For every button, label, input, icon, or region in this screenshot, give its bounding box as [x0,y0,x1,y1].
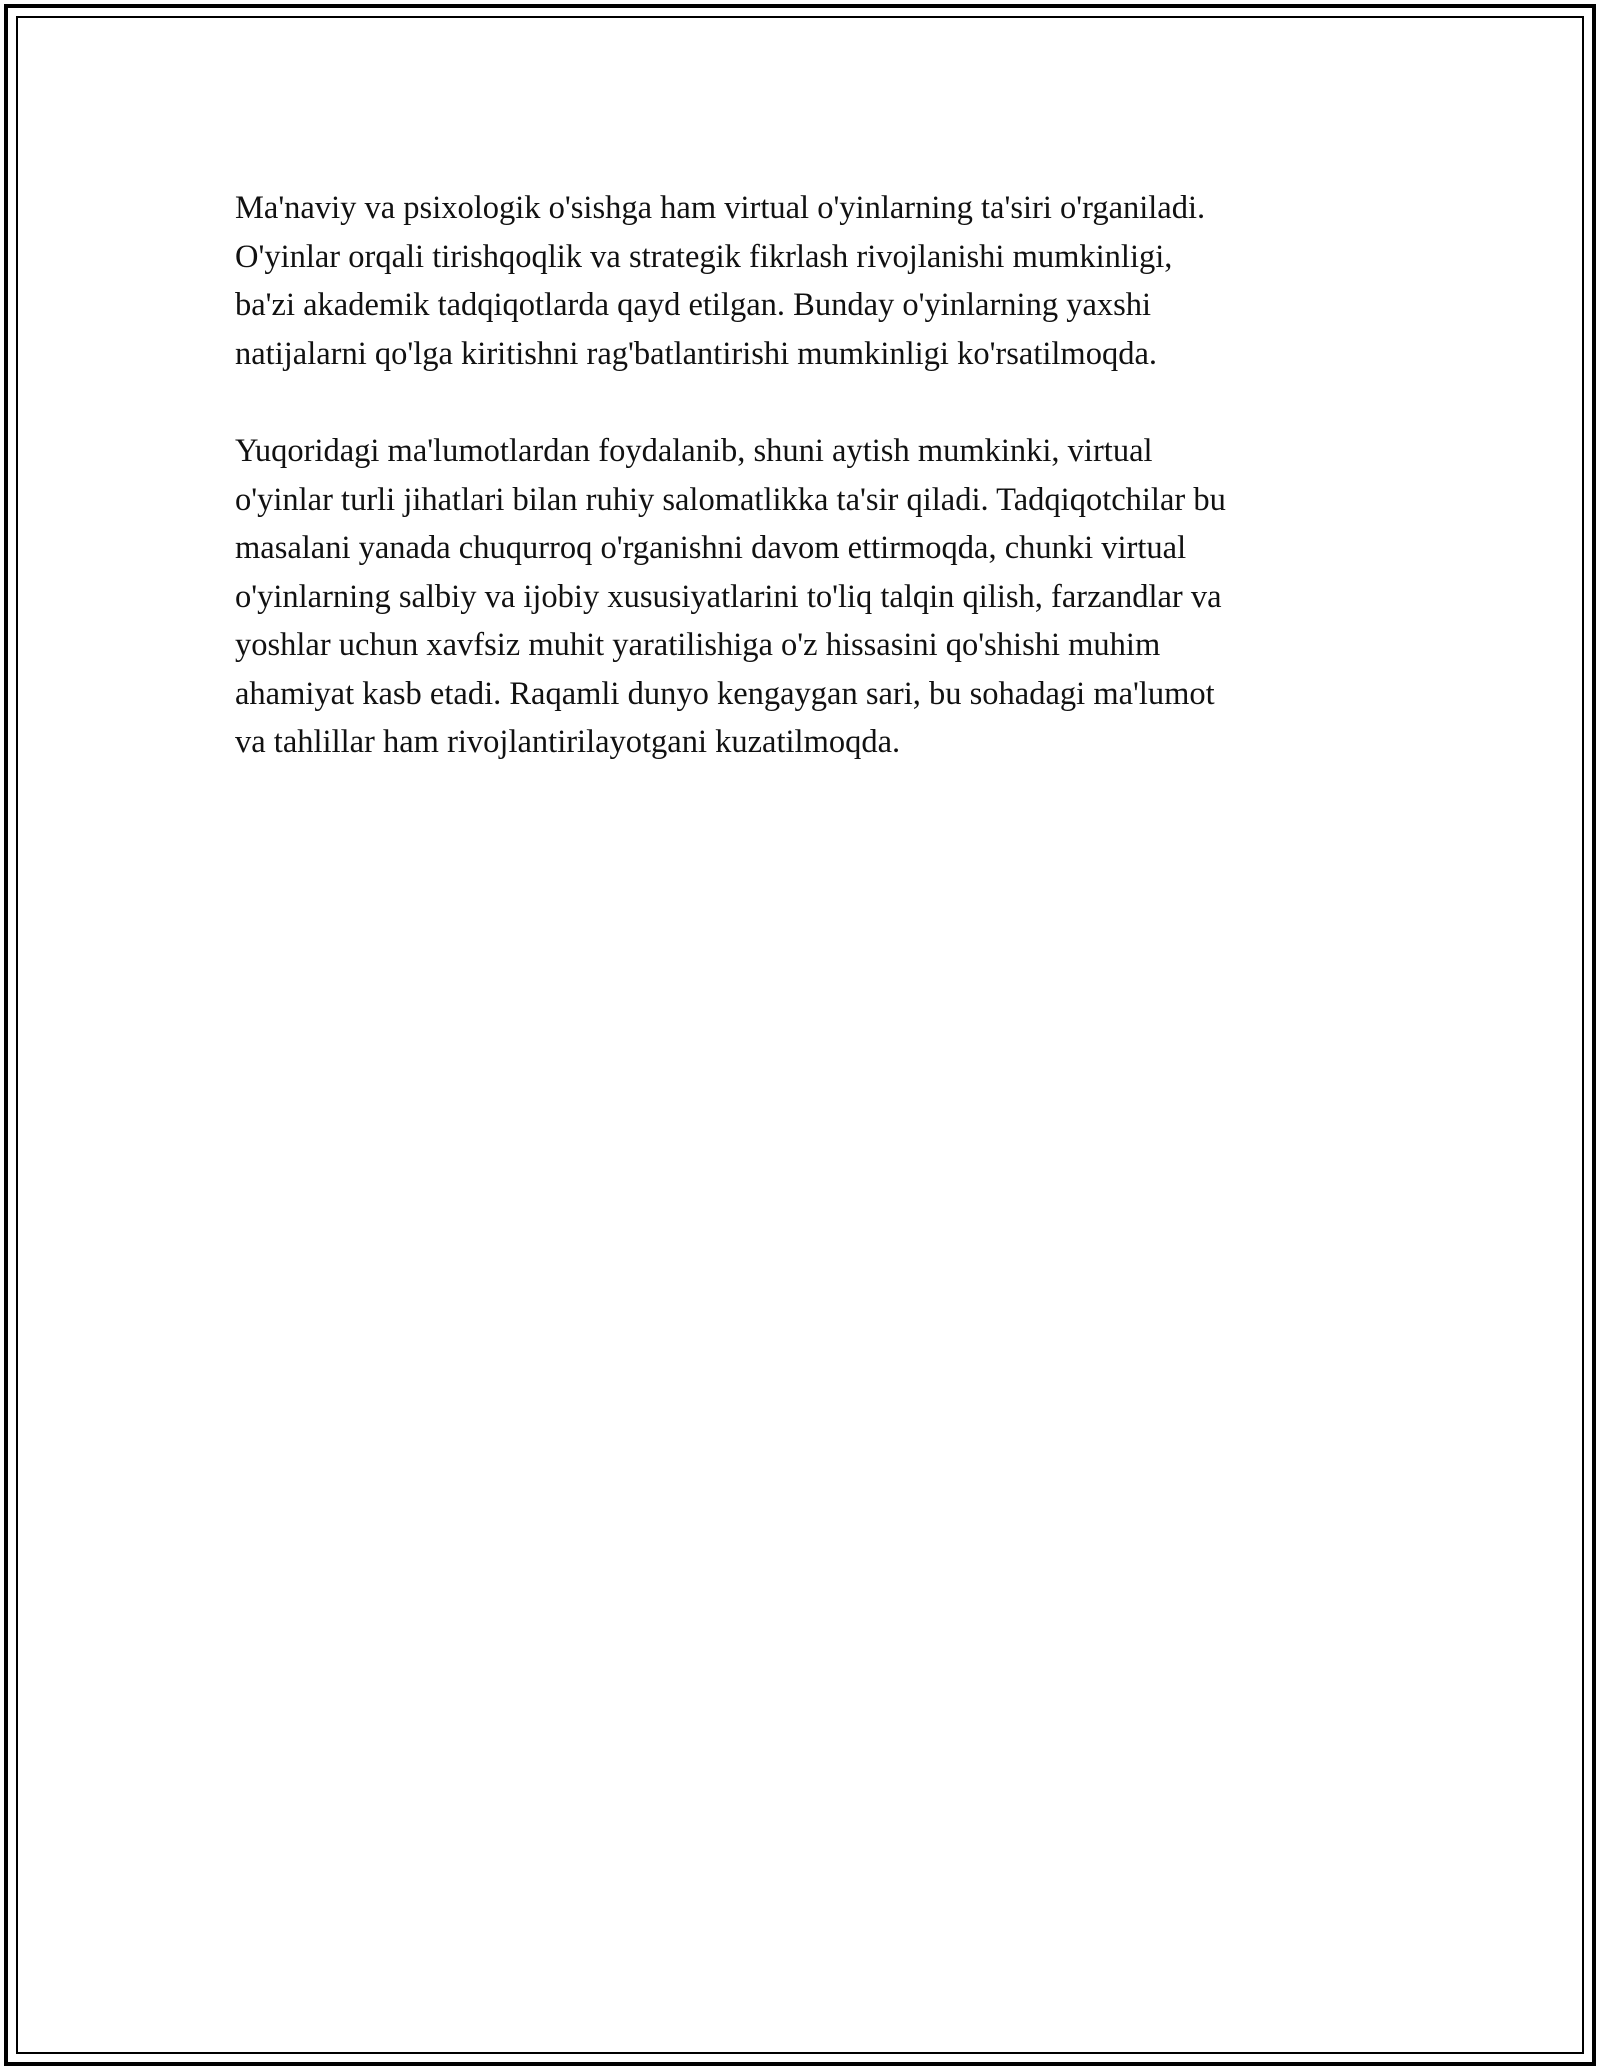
paragraph-2: Yuqoridagi ma'lumotlardan foydalanib, shuni aytish mumkinki, virtual o'yinlar turli jihatlari bilan ruhiy salomatlikka ta'sir qiladi. Tadqiqotchilar bu masalani yanada chuqurroq o'rganishni davom ettirmoqda, chunki virtual o'yinlarning salbiy va ijobiy xususiyatlarini to'liq talqin qilish, farzandlar va yoshlar uchun xavfsiz muhit yaratilishiga o'z hissasini qo'shishi muhim ahamiyat kasb etadi. Raqamli dunyo kengaygan sari, bu sohadagi ma'lumot va tahlillar ham rivojlantirilayotgani kuzatilmoqda. [235,433,1226,760]
document-body [235,184,1375,816]
paragraph-1: Ma'naviy va psixologik o'sishga ham virtual o'yinlarning ta'siri o'rganiladi. O'yinlar orqali tirishqoqlik va strategik fikrlash rivojlanishi mumkinligi, ba'zi akademik tadqiqotlarda qayd etilgan. Bunday o'yinlarning yaxshi natijalarni qo'lga kiritishni rag'batlantirishi mumkinligi ko'rsatilmoqda. [235,190,1206,372]
